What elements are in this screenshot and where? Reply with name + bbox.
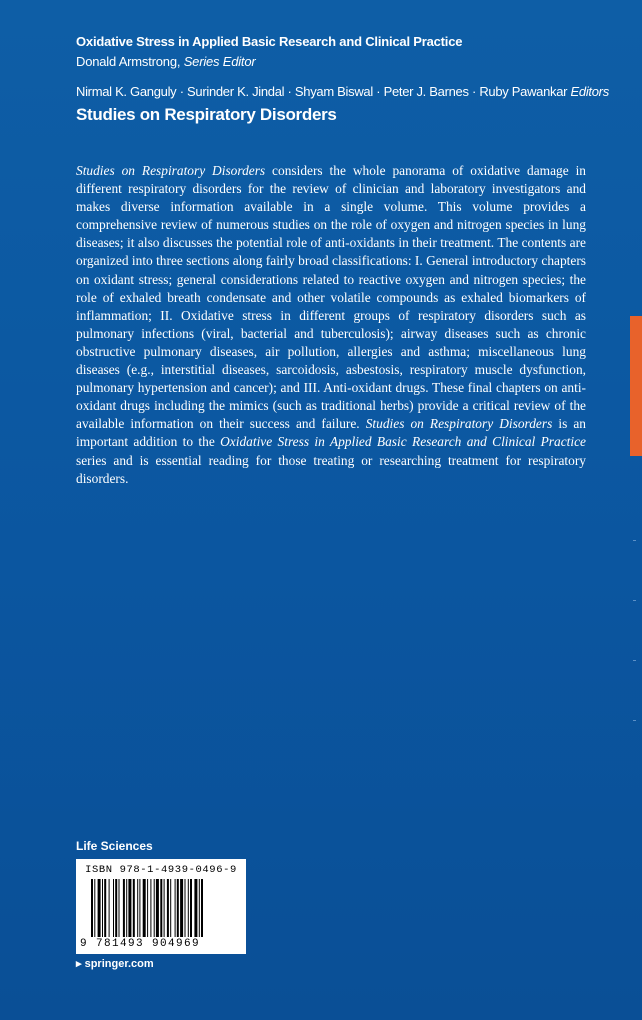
barcode-bar [188, 879, 189, 937]
barcode-bar [175, 879, 176, 937]
barcode-bar [98, 879, 101, 937]
subject-category: Life Sciences [76, 839, 153, 853]
book-description [76, 162, 586, 488]
series-editor-name: Donald Armstrong, [76, 54, 181, 69]
barcode-bar [190, 879, 192, 937]
barcode-bar [164, 879, 165, 937]
barcode-bar [154, 879, 155, 937]
barcode-bar [109, 879, 110, 937]
arrow-icon: ▸ [76, 958, 82, 970]
blurb-title-repeat: Studies on Respiratory Disorders [365, 416, 553, 432]
barcode-bar [143, 879, 146, 937]
barcode-bars [91, 879, 241, 937]
barcode-bar [123, 879, 125, 937]
barcode-bar [167, 879, 169, 937]
barcode-bar [150, 879, 151, 937]
barcode-bar [199, 879, 200, 937]
series-editor [76, 54, 256, 69]
blurb-text: series and is essential reading for those treating or researching treatment for respiratory disorders. [76, 452, 586, 486]
barcode-bar [177, 879, 179, 937]
blurb-title: Studies on Respiratory Disorders [76, 163, 266, 178]
barcode-bar [170, 879, 171, 937]
editor-names: Nirmal K. Ganguly · Surinder K. Jindal · Shyam Biswal · Peter J. Barnes · Ruby Pawankar [76, 84, 568, 99]
barcode-bar [156, 879, 159, 937]
barcode-bar [102, 879, 103, 937]
editors-role: Editors [570, 84, 609, 99]
series-editor-role: Series Editor [183, 54, 256, 69]
publisher-link[interactable] [76, 957, 154, 970]
barcode-bar [180, 879, 183, 937]
barcode-bar [119, 879, 120, 937]
book-title: Studies on Respiratory Disorders [76, 105, 337, 124]
barcode-bar [113, 879, 114, 937]
barcode-bar [115, 879, 117, 937]
series-title: Oxidative Stress in Applied Basic Research and Clinical Practice [76, 34, 463, 49]
publisher-link-text: springer.com [84, 958, 154, 970]
isbn-barcode [76, 859, 246, 954]
blurb-text: considers the whole panorama of oxidative damage in different respiratory disorders for the review of clinician and laboratory investigators and makes diverse information available in a single volume. This volume provides a comprehensive review of numerous studies on the role of oxygen and nitrogen species in lung diseases; it also discusses the potential role of anti-oxidants in their treatment. The contents are organized into three sections along fairly broad classifications: I. General introductory chapters on oxidant stress; general considerations related to reactive oxygen and nitrogen species; the role of exhaled breath condensate and other volatile compounds as exhaled biomarkers of inflammation; II. Oxidative stress in different groups of respiratory disorders such as pulmonary infections (viral, bacterial and tuberculosis); airway diseases such as chronic obstructive pulmonary diseases, air pollution, allergies and asthma; miscellaneous lung diseases (e.g., interstitial diseases, sarcoidosis, asbestosis, respiratory muscle dysfunction, pulmonary hypertension and cancer); and III. Anti-oxidant drugs. These final chapters on anti-oxidant drugs including the mimics (such as traditional herbs) provide a critical review of the available information on their success and failure. [76, 163, 586, 432]
barcode-bar [126, 879, 127, 937]
accent-tab [630, 316, 642, 456]
barcode-bar [185, 879, 186, 937]
barcode-digits: 9 781493 904969 [80, 938, 201, 950]
barcode-bar [147, 879, 148, 937]
barcode-bar [139, 879, 140, 937]
barcode-bar [201, 879, 203, 937]
barcode-bar [91, 879, 93, 937]
barcode-bar [194, 879, 197, 937]
isbn-label: ISBN 978-1-4939-0496-9 [85, 864, 237, 876]
edge-mark [633, 540, 636, 541]
book-editors [76, 84, 609, 99]
barcode-bar [128, 879, 131, 937]
blurb-series-reference: Oxidative Stress in Applied Basic Research and Clinical Practice [220, 434, 586, 450]
edge-mark [633, 720, 636, 721]
blurb-text: is an important addition to the [76, 416, 586, 450]
barcode-bar [137, 879, 138, 937]
barcode-bar [104, 879, 106, 937]
edge-mark [633, 600, 636, 601]
barcode-bar [160, 879, 162, 937]
barcode-bar [94, 879, 95, 937]
barcode-bar [133, 879, 135, 937]
edge-mark [633, 660, 636, 661]
